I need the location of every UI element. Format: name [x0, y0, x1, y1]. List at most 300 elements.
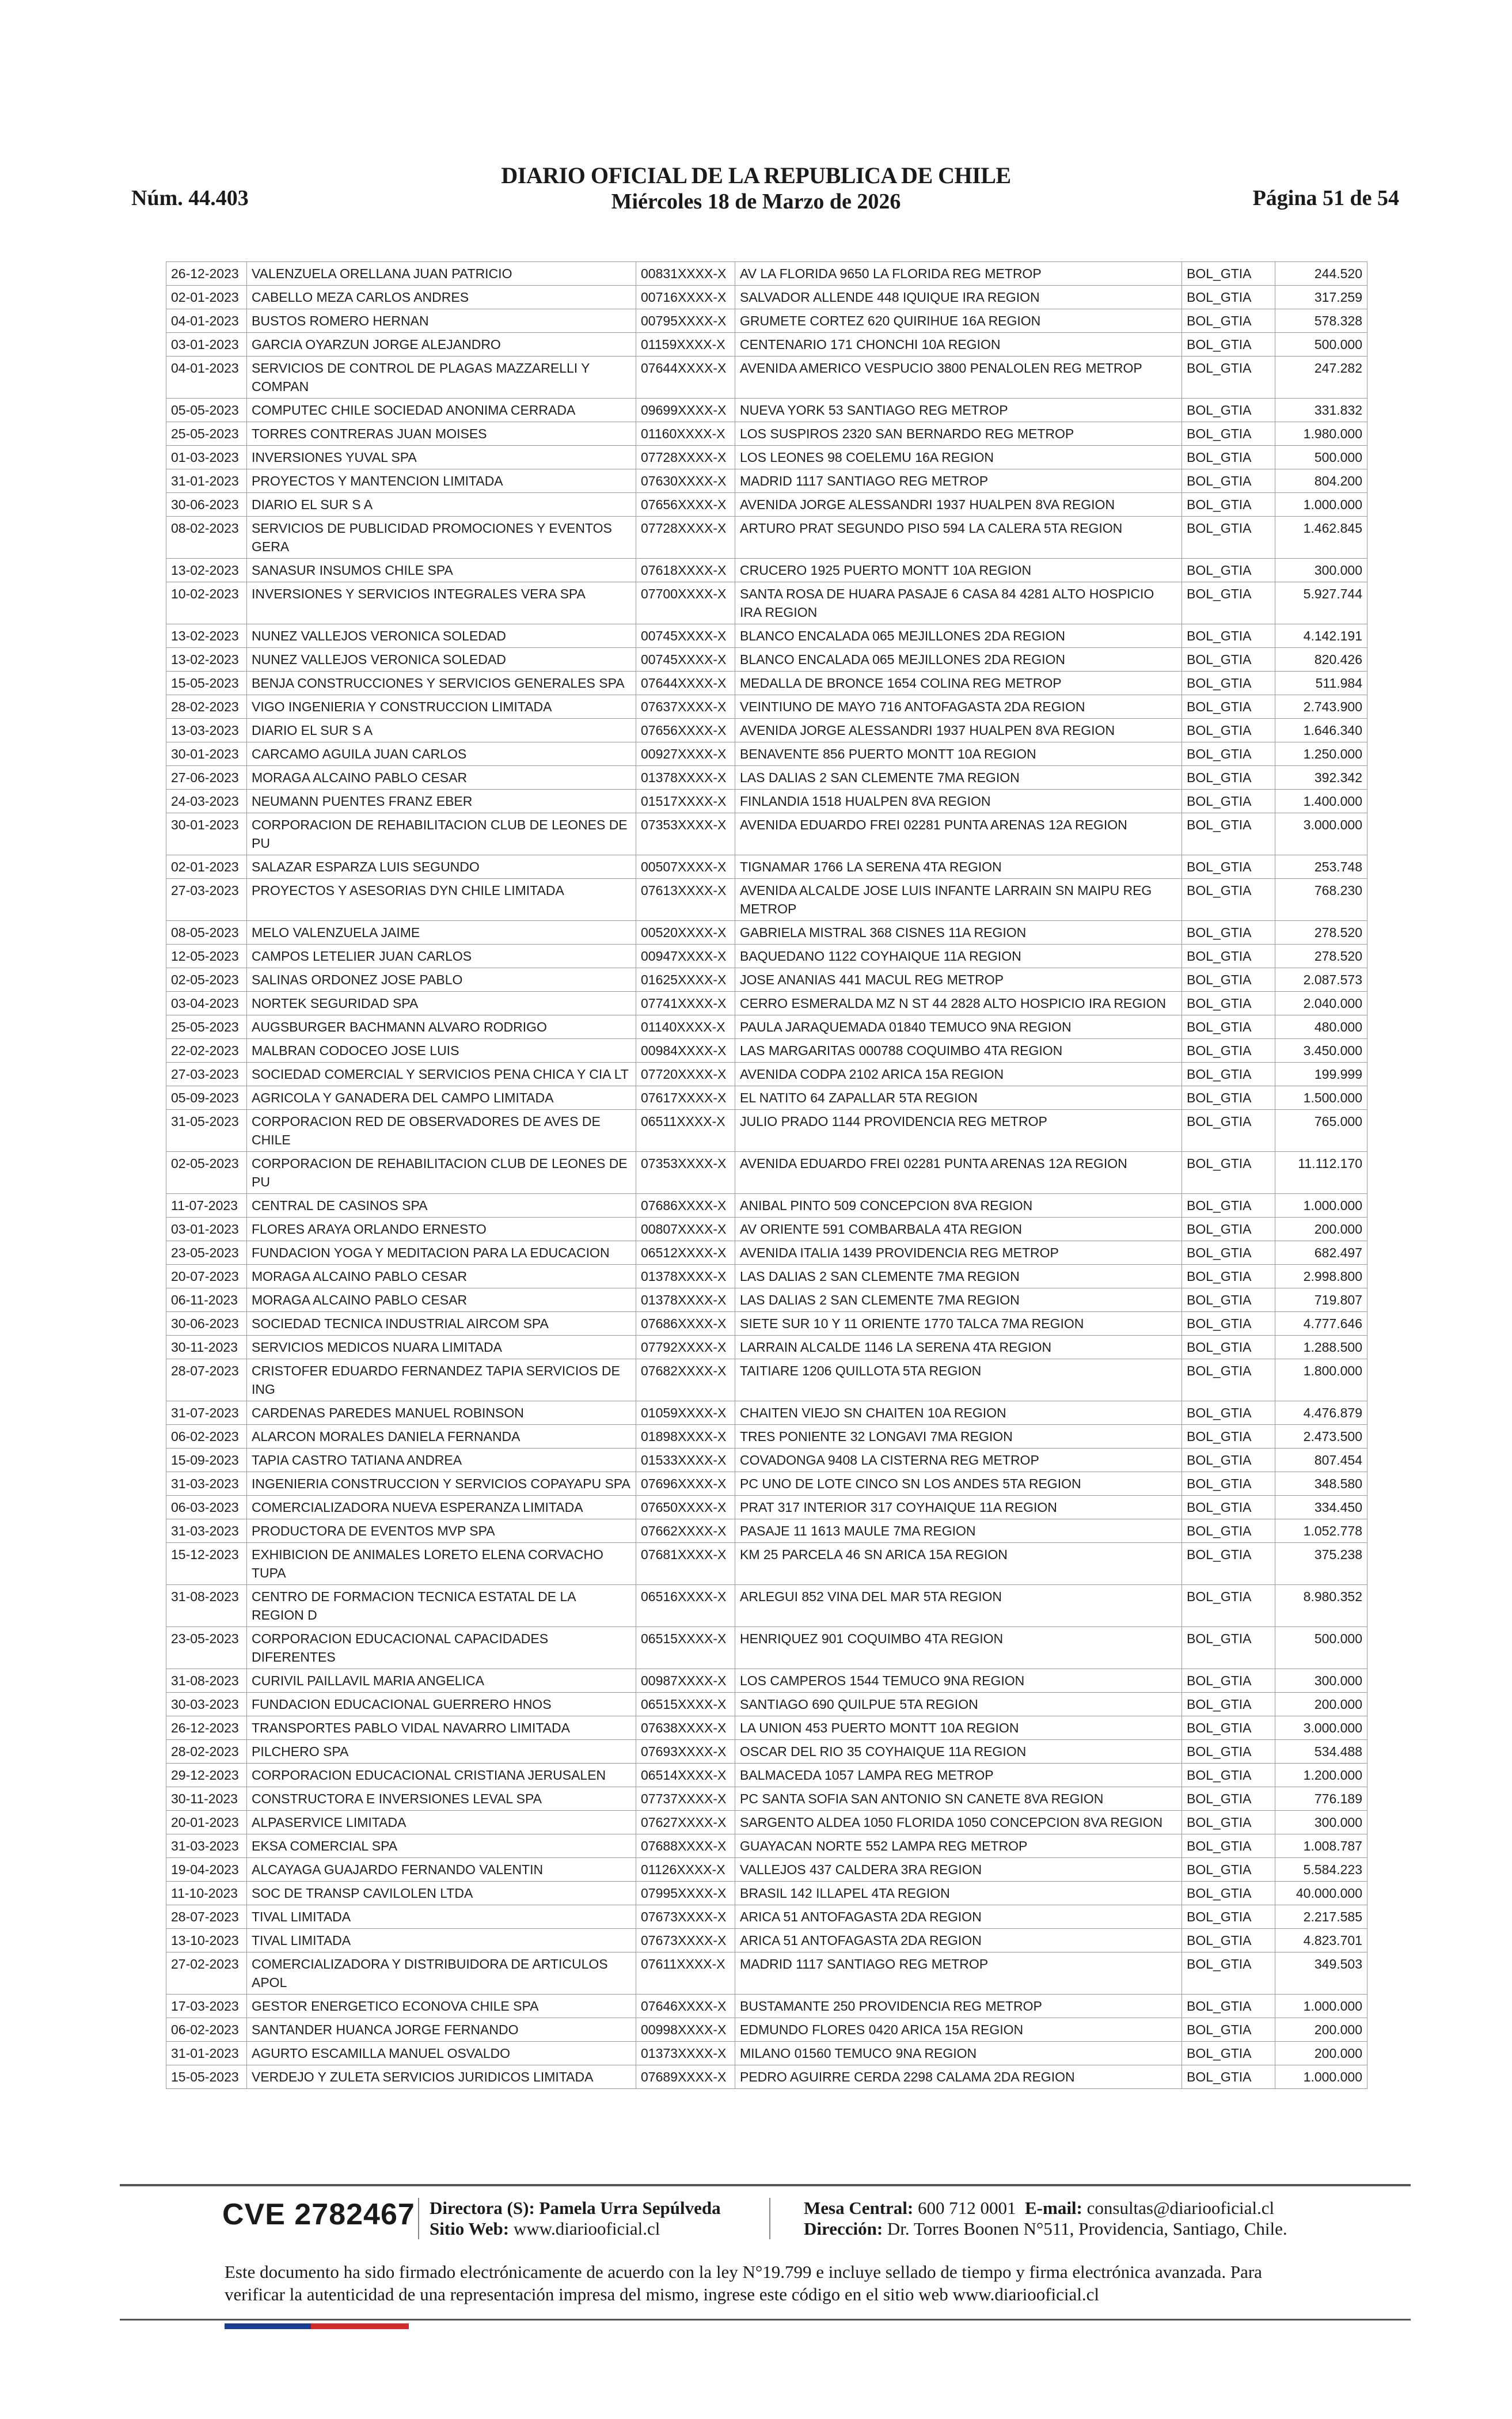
email-label: E-mail:	[1025, 2198, 1082, 2218]
name-cell: NEUMANN PUENTES FRANZ EBER	[247, 790, 636, 813]
type-cell: BOL_GTIA	[1182, 309, 1275, 333]
amount-cell: 719.807	[1275, 1288, 1367, 1312]
type-cell: BOL_GTIA	[1182, 813, 1275, 855]
type-cell: BOL_GTIA	[1182, 1265, 1275, 1288]
date-cell: 24-03-2023	[166, 790, 247, 813]
date-cell: 27-03-2023	[166, 879, 247, 921]
date-cell: 23-05-2023	[166, 1627, 247, 1669]
rut-cell: 06515XXXX-X	[636, 1627, 735, 1669]
date-cell: 31-05-2023	[166, 1110, 247, 1152]
rut-cell: 01533XXXX-X	[636, 1449, 735, 1472]
table-row	[166, 422, 1367, 446]
address-cell: CERRO ESMERALDA MZ N ST 44 2828 ALTO HOSPICIO IRA REGION	[735, 992, 1182, 1015]
type-cell: BOL_GTIA	[1182, 1740, 1275, 1764]
table-row	[166, 1218, 1367, 1241]
address-cell: OSCAR DEL RIO 35 COYHAIQUE 11A REGION	[735, 1740, 1182, 1764]
name-cell: TIVAL LIMITADA	[247, 1929, 636, 1952]
rut-cell: 07681XXXX-X	[636, 1543, 735, 1585]
date-cell: 10-02-2023	[166, 582, 247, 624]
amount-cell: 1.000.000	[1275, 1995, 1367, 2018]
name-cell: TIVAL LIMITADA	[247, 1905, 636, 1929]
name-cell: SANASUR INSUMOS CHILE SPA	[247, 559, 636, 582]
date-cell: 08-02-2023	[166, 517, 247, 559]
type-cell: BOL_GTIA	[1182, 399, 1275, 422]
address-cell: LOS LEONES 98 COELEMU 16A REGION	[735, 446, 1182, 469]
table-row	[166, 446, 1367, 469]
date-cell: 26-12-2023	[166, 262, 247, 286]
date-cell: 22-02-2023	[166, 1039, 247, 1063]
date-cell: 28-07-2023	[166, 1905, 247, 1929]
rut-cell: 07630XXXX-X	[636, 469, 735, 493]
rut-cell: 07688XXXX-X	[636, 1834, 735, 1858]
type-cell: BOL_GTIA	[1182, 1039, 1275, 1063]
date-cell: 30-11-2023	[166, 1336, 247, 1359]
amount-cell: 500.000	[1275, 446, 1367, 469]
table-row	[166, 766, 1367, 790]
rut-cell: 07646XXXX-X	[636, 1995, 735, 2018]
rut-cell: 00745XXXX-X	[636, 624, 735, 648]
rut-cell: 07728XXXX-X	[636, 446, 735, 469]
rut-cell: 07613XXXX-X	[636, 879, 735, 921]
address-cell: BUSTAMANTE 250 PROVIDENCIA REG METROP	[735, 1995, 1182, 2018]
address-cell: AVENIDA AMERICO VESPUCIO 3800 PENALOLEN REG METROP	[735, 357, 1182, 399]
table-row	[166, 1693, 1367, 1716]
date-cell: 31-07-2023	[166, 1401, 247, 1425]
amount-cell: 278.520	[1275, 921, 1367, 945]
rut-cell: 07673XXXX-X	[636, 1929, 735, 1952]
date-cell: 28-02-2023	[166, 695, 247, 719]
name-cell: PROYECTOS Y MANTENCION LIMITADA	[247, 469, 636, 493]
table-row	[166, 357, 1367, 399]
amount-cell: 2.217.585	[1275, 1905, 1367, 1929]
type-cell: BOL_GTIA	[1182, 1152, 1275, 1194]
name-cell: SALAZAR ESPARZA LUIS SEGUNDO	[247, 855, 636, 879]
table-row	[166, 1905, 1367, 1929]
table-row	[166, 1063, 1367, 1086]
address-cell: PRAT 317 INTERIOR 317 COYHAIQUE 11A REGION	[735, 1496, 1182, 1519]
type-cell: BOL_GTIA	[1182, 1716, 1275, 1740]
table-row	[166, 1086, 1367, 1110]
table-row	[166, 1519, 1367, 1543]
address-cell: BLANCO ENCALADA 065 MEJILLONES 2DA REGION	[735, 648, 1182, 672]
footer-contact-block	[804, 2198, 1287, 2239]
amount-cell: 331.832	[1275, 399, 1367, 422]
footer-bottom-divider	[120, 2319, 1411, 2321]
type-cell: BOL_GTIA	[1182, 1312, 1275, 1336]
amount-cell: 1.000.000	[1275, 2065, 1367, 2089]
amount-cell: 500.000	[1275, 1627, 1367, 1669]
name-cell: CABELLO MEZA CARLOS ANDRES	[247, 286, 636, 309]
rut-cell: 01159XXXX-X	[636, 333, 735, 357]
address-cell: AVENIDA EDUARDO FREI 02281 PUNTA ARENAS 12A REGION	[735, 813, 1182, 855]
type-cell: BOL_GTIA	[1182, 1086, 1275, 1110]
table-row	[166, 968, 1367, 992]
type-cell: BOL_GTIA	[1182, 1764, 1275, 1787]
name-cell: MELO VALENZUELA JAIME	[247, 921, 636, 945]
address-cell: LOS SUSPIROS 2320 SAN BERNARDO REG METROP	[735, 422, 1182, 446]
amount-cell: 11.112.170	[1275, 1152, 1367, 1194]
address-cell: AVENIDA JORGE ALESSANDRI 1937 HUALPEN 8VA REGION	[735, 719, 1182, 742]
table-row	[166, 1472, 1367, 1496]
address-cell: KM 25 PARCELA 46 SN ARICA 15A REGION	[735, 1543, 1182, 1585]
table-row	[166, 1585, 1367, 1627]
amount-cell: 480.000	[1275, 1015, 1367, 1039]
type-cell: BOL_GTIA	[1182, 446, 1275, 469]
table-row	[166, 2065, 1367, 2089]
address-cell: TRES PONIENTE 32 LONGAVI 7MA REGION	[735, 1425, 1182, 1449]
address-cell: SIETE SUR 10 Y 11 ORIENTE 1770 TALCA 7MA REGION	[735, 1312, 1182, 1336]
address-cell: LOS CAMPEROS 1544 TEMUCO 9NA REGION	[735, 1669, 1182, 1693]
address-cell: SARGENTO ALDEA 1050 FLORIDA 1050 CONCEPCION 8VA REGION	[735, 1811, 1182, 1834]
rut-cell: 07644XXXX-X	[636, 672, 735, 695]
rut-cell: 07618XXXX-X	[636, 559, 735, 582]
type-cell: BOL_GTIA	[1182, 1519, 1275, 1543]
type-cell: BOL_GTIA	[1182, 1905, 1275, 1929]
table-row	[166, 1811, 1367, 1834]
amount-cell: 1.980.000	[1275, 422, 1367, 446]
date-cell: 27-03-2023	[166, 1063, 247, 1086]
table-row	[166, 469, 1367, 493]
rut-cell: 00927XXXX-X	[636, 742, 735, 766]
name-cell: INVERSIONES Y SERVICIOS INTEGRALES VERA SPA	[247, 582, 636, 624]
name-cell: NORTEK SEGURIDAD SPA	[247, 992, 636, 1015]
date-cell: 19-04-2023	[166, 1858, 247, 1882]
date-cell: 31-01-2023	[166, 469, 247, 493]
rut-cell: 07696XXXX-X	[636, 1472, 735, 1496]
name-cell: VALENZUELA ORELLANA JUAN PATRICIO	[247, 262, 636, 286]
table-row	[166, 1039, 1367, 1063]
name-cell: BENJA CONSTRUCCIONES Y SERVICIOS GENERALES SPA	[247, 672, 636, 695]
amount-cell: 5.927.744	[1275, 582, 1367, 624]
type-cell: BOL_GTIA	[1182, 357, 1275, 399]
name-cell: TORRES CONTRERAS JUAN MOISES	[247, 422, 636, 446]
rut-cell: 07627XXXX-X	[636, 1811, 735, 1834]
type-cell: BOL_GTIA	[1182, 1496, 1275, 1519]
type-cell: BOL_GTIA	[1182, 1425, 1275, 1449]
address-cell: AVENIDA JORGE ALESSANDRI 1937 HUALPEN 8VA REGION	[735, 493, 1182, 517]
name-cell: CENTRAL DE CASINOS SPA	[247, 1194, 636, 1218]
address-cell: LARRAIN ALCALDE 1146 LA SERENA 4TA REGION	[735, 1336, 1182, 1359]
type-cell: BOL_GTIA	[1182, 469, 1275, 493]
table-row	[166, 1627, 1367, 1669]
name-cell: TRANSPORTES PABLO VIDAL NAVARRO LIMITADA	[247, 1716, 636, 1740]
address-cell: BAQUEDANO 1122 COYHAIQUE 11A REGION	[735, 945, 1182, 968]
type-cell: BOL_GTIA	[1182, 262, 1275, 286]
date-cell: 13-03-2023	[166, 719, 247, 742]
name-cell: EKSA COMERCIAL SPA	[247, 1834, 636, 1858]
date-cell: 29-12-2023	[166, 1764, 247, 1787]
name-cell: PILCHERO SPA	[247, 1740, 636, 1764]
table-row	[166, 1669, 1367, 1693]
type-cell: BOL_GTIA	[1182, 921, 1275, 945]
rut-cell: 00807XXXX-X	[636, 1218, 735, 1241]
date-cell: 03-01-2023	[166, 333, 247, 357]
address-cell: GRUMETE CORTEZ 620 QUIRIHUE 16A REGION	[735, 309, 1182, 333]
amount-cell: 392.342	[1275, 766, 1367, 790]
table-row	[166, 1288, 1367, 1312]
date-cell: 31-08-2023	[166, 1669, 247, 1693]
table-row	[166, 2018, 1367, 2042]
table-row	[166, 1152, 1367, 1194]
amount-cell: 200.000	[1275, 1218, 1367, 1241]
address-cell: CRUCERO 1925 PUERTO MONTT 10A REGION	[735, 559, 1182, 582]
amount-cell: 776.189	[1275, 1787, 1367, 1811]
date-cell: 13-10-2023	[166, 1929, 247, 1952]
table-row	[166, 2042, 1367, 2065]
amount-cell: 1.288.500	[1275, 1336, 1367, 1359]
date-cell: 05-09-2023	[166, 1086, 247, 1110]
rut-cell: 01373XXXX-X	[636, 2042, 735, 2065]
address-cell: BLANCO ENCALADA 065 MEJILLONES 2DA REGION	[735, 624, 1182, 648]
name-cell: NUNEZ VALLEJOS VERONICA SOLEDAD	[247, 648, 636, 672]
table-row	[166, 672, 1367, 695]
table-row	[166, 493, 1367, 517]
type-cell: BOL_GTIA	[1182, 992, 1275, 1015]
rut-cell: 01160XXXX-X	[636, 422, 735, 446]
amount-cell: 3.000.000	[1275, 813, 1367, 855]
name-cell: SERVICIOS DE CONTROL DE PLAGAS MAZZARELLI Y COMPAN	[247, 357, 636, 399]
amount-cell: 4.823.701	[1275, 1929, 1367, 1952]
type-cell: BOL_GTIA	[1182, 1241, 1275, 1265]
name-cell: GARCIA OYARZUN JORGE ALEJANDRO	[247, 333, 636, 357]
type-cell: BOL_GTIA	[1182, 1952, 1275, 1995]
amount-cell: 317.259	[1275, 286, 1367, 309]
rut-cell: 07728XXXX-X	[636, 517, 735, 559]
rut-cell: 00795XXXX-X	[636, 309, 735, 333]
rut-cell: 07673XXXX-X	[636, 1905, 735, 1929]
rut-cell: 07617XXXX-X	[636, 1086, 735, 1110]
address-cell: LAS DALIAS 2 SAN CLEMENTE 7MA REGION	[735, 1265, 1182, 1288]
table-row	[166, 286, 1367, 309]
amount-cell: 534.488	[1275, 1740, 1367, 1764]
name-cell: CORPORACION DE REHABILITACION CLUB DE LEONES DE PU	[247, 813, 636, 855]
amount-cell: 4.142.191	[1275, 624, 1367, 648]
table-row	[166, 879, 1367, 921]
address-cell: PC SANTA SOFIA SAN ANTONIO SN CANETE 8VA REGION	[735, 1787, 1182, 1811]
rut-cell: 07656XXXX-X	[636, 493, 735, 517]
address-cell: TAITIARE 1206 QUILLOTA 5TA REGION	[735, 1359, 1182, 1401]
address-cell: PEDRO AGUIRRE CERDA 2298 CALAMA 2DA REGION	[735, 2065, 1182, 2089]
rut-cell: 07656XXXX-X	[636, 719, 735, 742]
type-cell: BOL_GTIA	[1182, 1063, 1275, 1086]
date-cell: 04-01-2023	[166, 357, 247, 399]
address-cell: GUAYACAN NORTE 552 LAMPA REG METROP	[735, 1834, 1182, 1858]
type-cell: BOL_GTIA	[1182, 766, 1275, 790]
address-cell: JOSE ANANIAS 441 MACUL REG METROP	[735, 968, 1182, 992]
table-row	[166, 945, 1367, 968]
director-name: Pamela Urra Sepúlveda	[539, 2198, 721, 2218]
rut-cell: 01378XXXX-X	[636, 1288, 735, 1312]
type-cell: BOL_GTIA	[1182, 1472, 1275, 1496]
date-cell: 23-05-2023	[166, 1241, 247, 1265]
amount-cell: 1.000.000	[1275, 493, 1367, 517]
date-cell: 20-07-2023	[166, 1265, 247, 1288]
address-cell: BRASIL 142 ILLAPEL 4TA REGION	[735, 1882, 1182, 1905]
signature-note: Este documento ha sido firmado electrónicamente de acuerdo con la ley N°19.799 e incluye sellado de tiempo y firma electrónica avanzada. Para verificar la autenticidad de una representación impresa del mismo, ingrese este código en el sitio web www.diariooficial.cl	[225, 2262, 1262, 2304]
table-body	[166, 262, 1367, 2089]
rut-cell: 00507XXXX-X	[636, 855, 735, 879]
rut-cell: 07686XXXX-X	[636, 1312, 735, 1336]
table-row	[166, 1265, 1367, 1288]
rut-cell: 07693XXXX-X	[636, 1740, 735, 1764]
type-cell: BOL_GTIA	[1182, 879, 1275, 921]
amount-cell: 4.476.879	[1275, 1401, 1367, 1425]
amount-cell: 804.200	[1275, 469, 1367, 493]
name-cell: INVERSIONES YUVAL SPA	[247, 446, 636, 469]
type-cell: BOL_GTIA	[1182, 1882, 1275, 1905]
table-row	[166, 1359, 1367, 1401]
name-cell: SOCIEDAD TECNICA INDUSTRIAL AIRCOM SPA	[247, 1312, 636, 1336]
amount-cell: 375.238	[1275, 1543, 1367, 1585]
table-row	[166, 333, 1367, 357]
amount-cell: 200.000	[1275, 2018, 1367, 2042]
date-cell: 30-01-2023	[166, 742, 247, 766]
type-cell: BOL_GTIA	[1182, 1543, 1275, 1585]
type-cell: BOL_GTIA	[1182, 1693, 1275, 1716]
amount-cell: 511.984	[1275, 672, 1367, 695]
type-cell: BOL_GTIA	[1182, 1336, 1275, 1359]
address-cell: MADRID 1117 SANTIAGO REG METROP	[735, 1952, 1182, 1995]
table-row	[166, 648, 1367, 672]
rut-cell: 00998XXXX-X	[636, 2018, 735, 2042]
rut-cell: 01517XXXX-X	[636, 790, 735, 813]
date-cell: 02-01-2023	[166, 855, 247, 879]
table-row	[166, 624, 1367, 648]
type-cell: BOL_GTIA	[1182, 648, 1275, 672]
address-cell: BALMACEDA 1057 LAMPA REG METROP	[735, 1764, 1182, 1787]
name-cell: ALPASERVICE LIMITADA	[247, 1811, 636, 1834]
table-row	[166, 1425, 1367, 1449]
date-cell: 28-07-2023	[166, 1359, 247, 1401]
table-row	[166, 1929, 1367, 1952]
name-cell: CRISTOFER EDUARDO FERNANDEZ TAPIA SERVICIOS DE ING	[247, 1359, 636, 1401]
amount-cell: 4.777.646	[1275, 1312, 1367, 1336]
table-row	[166, 1312, 1367, 1336]
type-cell: BOL_GTIA	[1182, 968, 1275, 992]
rut-cell: 07720XXXX-X	[636, 1063, 735, 1086]
table-row	[166, 1449, 1367, 1472]
date-cell: 15-05-2023	[166, 672, 247, 695]
footer-divider	[120, 2184, 1411, 2186]
name-cell: CENTRO DE FORMACION TECNICA ESTATAL DE LA REGION D	[247, 1585, 636, 1627]
rut-cell: 06515XXXX-X	[636, 1693, 735, 1716]
type-cell: BOL_GTIA	[1182, 1194, 1275, 1218]
amount-cell: 2.998.800	[1275, 1265, 1367, 1288]
amount-cell: 3.450.000	[1275, 1039, 1367, 1063]
table-row	[166, 1241, 1367, 1265]
type-cell: BOL_GTIA	[1182, 2065, 1275, 2089]
amount-cell: 334.450	[1275, 1496, 1367, 1519]
amount-cell: 349.503	[1275, 1952, 1367, 1995]
amount-cell: 578.328	[1275, 309, 1367, 333]
rut-cell: 07741XXXX-X	[636, 992, 735, 1015]
date-cell: 31-08-2023	[166, 1585, 247, 1627]
table-row	[166, 790, 1367, 813]
name-cell: MORAGA ALCAINO PABLO CESAR	[247, 1265, 636, 1288]
date-cell: 31-03-2023	[166, 1834, 247, 1858]
date-cell: 06-02-2023	[166, 2018, 247, 2042]
table-row	[166, 1787, 1367, 1811]
table-row	[166, 1110, 1367, 1152]
date-cell: 03-04-2023	[166, 992, 247, 1015]
amount-cell: 200.000	[1275, 1693, 1367, 1716]
name-cell: COMERCIALIZADORA Y DISTRIBUIDORA DE ARTICULOS APOL	[247, 1952, 636, 1995]
amount-cell: 682.497	[1275, 1241, 1367, 1265]
amount-cell: 348.580	[1275, 1472, 1367, 1496]
rut-cell: 07689XXXX-X	[636, 2065, 735, 2089]
name-cell: ALARCON MORALES DANIELA FERNANDA	[247, 1425, 636, 1449]
website-link[interactable]: www.diariooficial.cl	[513, 2219, 660, 2239]
amount-cell: 8.980.352	[1275, 1585, 1367, 1627]
name-cell: FUNDACION EDUCACIONAL GUERRERO HNOS	[247, 1693, 636, 1716]
rut-cell: 09699XXXX-X	[636, 399, 735, 422]
date-cell: 30-11-2023	[166, 1787, 247, 1811]
table-row	[166, 1882, 1367, 1905]
date-cell: 06-03-2023	[166, 1496, 247, 1519]
address-cell: PASAJE 11 1613 MAULE 7MA REGION	[735, 1519, 1182, 1543]
date-cell: 13-02-2023	[166, 648, 247, 672]
address-cell: LA UNION 453 PUERTO MONTT 10A REGION	[735, 1716, 1182, 1740]
table-row	[166, 855, 1367, 879]
amount-cell: 3.000.000	[1275, 1716, 1367, 1740]
amount-cell: 1.646.340	[1275, 719, 1367, 742]
email-link[interactable]: consultas@diariooficial.cl	[1086, 2198, 1275, 2218]
date-cell: 20-01-2023	[166, 1811, 247, 1834]
rut-cell: 00520XXXX-X	[636, 921, 735, 945]
name-cell: COMPUTEC CHILE SOCIEDAD ANONIMA CERRADA	[247, 399, 636, 422]
address-cell: CHAITEN VIEJO SN CHAITEN 10A REGION	[735, 1401, 1182, 1425]
amount-cell: 820.426	[1275, 648, 1367, 672]
amount-cell: 300.000	[1275, 1669, 1367, 1693]
name-cell: DIARIO EL SUR S A	[247, 719, 636, 742]
amount-cell: 300.000	[1275, 559, 1367, 582]
amount-cell: 1.462.845	[1275, 517, 1367, 559]
date-cell: 02-01-2023	[166, 286, 247, 309]
date-cell: 27-02-2023	[166, 1952, 247, 1995]
page-number: Página 51 de 54	[1252, 186, 1399, 210]
date-cell: 25-05-2023	[166, 1015, 247, 1039]
address-cell: ARLEGUI 852 VINA DEL MAR 5TA REGION	[735, 1585, 1182, 1627]
flag-bar-red	[311, 2323, 409, 2329]
type-cell: BOL_GTIA	[1182, 517, 1275, 559]
table-row	[166, 1543, 1367, 1585]
amount-cell: 500.000	[1275, 333, 1367, 357]
name-cell: SERVICIOS MEDICOS NUARA LIMITADA	[247, 1336, 636, 1359]
type-cell: BOL_GTIA	[1182, 695, 1275, 719]
table-row	[166, 1716, 1367, 1740]
amount-cell: 2.087.573	[1275, 968, 1367, 992]
rut-cell: 06511XXXX-X	[636, 1110, 735, 1152]
phone-number: 600 712 0001	[918, 2198, 1016, 2218]
address-cell: TIGNAMAR 1766 LA SERENA 4TA REGION	[735, 855, 1182, 879]
address-cell: AV ORIENTE 591 COMBARBALA 4TA REGION	[735, 1218, 1182, 1241]
table-row	[166, 262, 1367, 286]
address-cell: EDMUNDO FLORES 0420 ARICA 15A REGION	[735, 2018, 1182, 2042]
name-cell: CORPORACION RED DE OBSERVADORES DE AVES DE CHILE	[247, 1110, 636, 1152]
name-cell: SOC DE TRANSP CAVILOLEN LTDA	[247, 1882, 636, 1905]
type-cell: BOL_GTIA	[1182, 1669, 1275, 1693]
rut-cell: 00831XXXX-X	[636, 262, 735, 286]
type-cell: BOL_GTIA	[1182, 1449, 1275, 1472]
rut-cell: 07662XXXX-X	[636, 1519, 735, 1543]
amount-cell: 40.000.000	[1275, 1882, 1367, 1905]
address-cell: PAULA JARAQUEMADA 01840 TEMUCO 9NA REGION	[735, 1015, 1182, 1039]
type-cell: BOL_GTIA	[1182, 624, 1275, 648]
type-cell: BOL_GTIA	[1182, 855, 1275, 879]
name-cell: PROYECTOS Y ASESORIAS DYN CHILE LIMITADA	[247, 879, 636, 921]
rut-cell: 07353XXXX-X	[636, 1152, 735, 1194]
name-cell: AGRICOLA Y GANADERA DEL CAMPO LIMITADA	[247, 1086, 636, 1110]
